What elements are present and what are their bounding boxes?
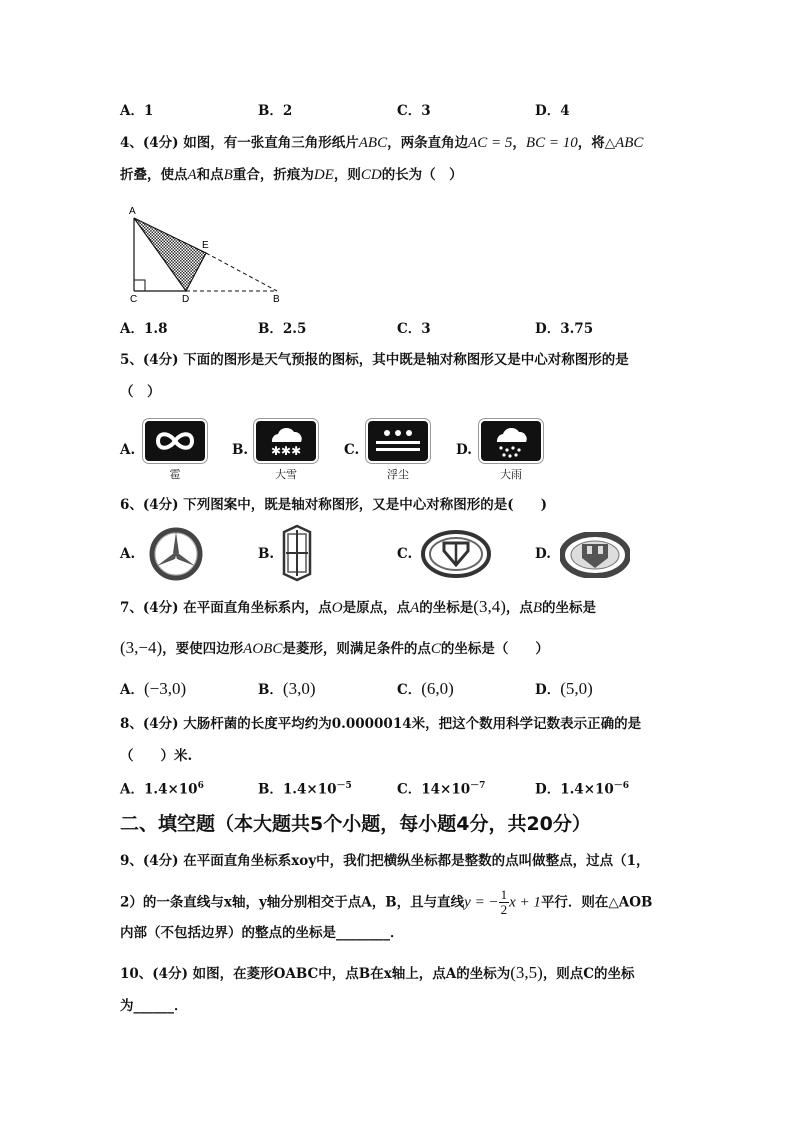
q5-letter-c: C. — [344, 442, 360, 458]
q4-line2: 折叠，使点A和点B重合，折痕为DE，则CD的长为（ ） — [120, 167, 463, 183]
q5-line1: 5、(4分) 下面的图形是天气预报的图标，其中既是轴对称图形又是中心对称图形的是 — [120, 352, 629, 368]
label-b: B — [273, 294, 280, 305]
q4-line1: 4、(4分) 如图，有一张直角三角形纸片ABC，两条直角边AC = 5，BC = 10，将△ABC — [120, 135, 644, 151]
q10-line2: 为______． — [120, 998, 188, 1014]
mercedes-logo-icon — [144, 526, 208, 582]
dust-icon — [368, 421, 428, 461]
heavy-rain-icon — [481, 421, 541, 461]
q5-caption-a: 雹 — [169, 468, 181, 481]
q5-caption-b: 大雪 — [275, 468, 297, 481]
hail-icon — [145, 421, 205, 461]
label-c: C — [130, 294, 138, 305]
q6-letter-c: C. — [397, 546, 413, 562]
q4-option-d: D．3.75 — [535, 321, 594, 337]
q7-option-a: A．(−3,0) — [120, 679, 187, 698]
q6-line1: 6、(4分) 下列图案中，既是轴对称图形，又是中心对称图形的是( ) — [120, 497, 548, 513]
q8-option-a: A．$1.4\times 10^6$ — [120, 781, 204, 798]
q9-line3: 内部（不包括边界）的整点的坐标是________． — [120, 925, 404, 941]
q7-option-d: D．(5,0) — [535, 679, 593, 698]
q8-line2: （ ）米. — [120, 748, 193, 764]
q7-option-b: B．(3,0) — [258, 679, 316, 698]
q5-caption-c: 浮尘 — [387, 468, 409, 481]
q4-option-a: A．1.8 — [120, 321, 168, 337]
lincoln-logo-icon — [282, 524, 312, 582]
fraction-one-half: $\frac{1}{2}$ — [500, 887, 508, 918]
q6-letter-a: A. — [120, 546, 136, 562]
q3-option-a: A．1 — [120, 103, 154, 119]
q7-line2: (3,−4)，要使四边形AOBC是菱形，则满足条件的点C的坐标是（ ） — [120, 638, 549, 657]
label-a: A — [129, 206, 136, 217]
q6-letter-b: B. — [258, 546, 275, 562]
q3-option-c: C．3 — [397, 103, 431, 119]
q5-line2: （ ） — [120, 384, 161, 400]
q10-line1: 10、(4分) 如图，在菱形OABC中，点B在x轴上，点A的坐标为(3,5)，则点C的坐标 — [120, 963, 635, 982]
q4-option-b: B．2.5 — [258, 321, 307, 337]
brilliance-logo-icon — [420, 529, 492, 579]
q3-option-d: D．4 — [535, 103, 570, 119]
q4-triangle-figure — [120, 200, 300, 310]
q3-option-b: B．2 — [258, 103, 293, 119]
section2-title: 二、填空题（本大题共5个小题，每小题4分，共20分） — [120, 813, 591, 835]
q9-line1: 9、(4分) 在平面直角坐标系xoy中，我们把横纵坐标都是整数的点叫做整点，过点（1， — [120, 853, 650, 869]
q5-letter-b: B. — [232, 442, 249, 458]
great-wall-logo-icon — [560, 532, 630, 578]
q5-letter-d: D. — [456, 442, 472, 458]
q8-option-b: B．$1.4\times 10^{-5}$ — [258, 781, 352, 798]
q5-letter-a: A. — [120, 442, 136, 458]
q9-line2: 2）的一条直线与x轴，y轴分别相交于点A，B，且与直线y = − $\frac{1}{2}$ x + 1平行．则在△AOB — [120, 887, 653, 918]
q8-option-c: C．$14\times 10^{-7}$ — [397, 781, 486, 798]
q7-line1: 7、(4分) 在平面直角坐标系内，点O是原点，点A的坐标是(3,4)，点B的坐标是 — [120, 597, 597, 616]
q5-caption-d: 大雨 — [500, 468, 522, 481]
q8-line1: 8、(4分) 大肠杆菌的长度平均约为0.0000014米，把这个数用科学记数表示正确的是 — [120, 716, 642, 732]
q6-letter-d: D. — [535, 546, 551, 562]
svg-text:✱✱✱: ✱✱✱ — [271, 444, 302, 458]
q8-option-d: D．$1.4\times 10^{-6}$ — [535, 781, 630, 798]
label-d: D — [182, 294, 190, 305]
q7-option-c: C．(6,0) — [397, 679, 454, 698]
q4-option-c: C．3 — [397, 321, 431, 337]
label-e: E — [202, 240, 209, 251]
heavy-snow-icon — [256, 421, 316, 461]
